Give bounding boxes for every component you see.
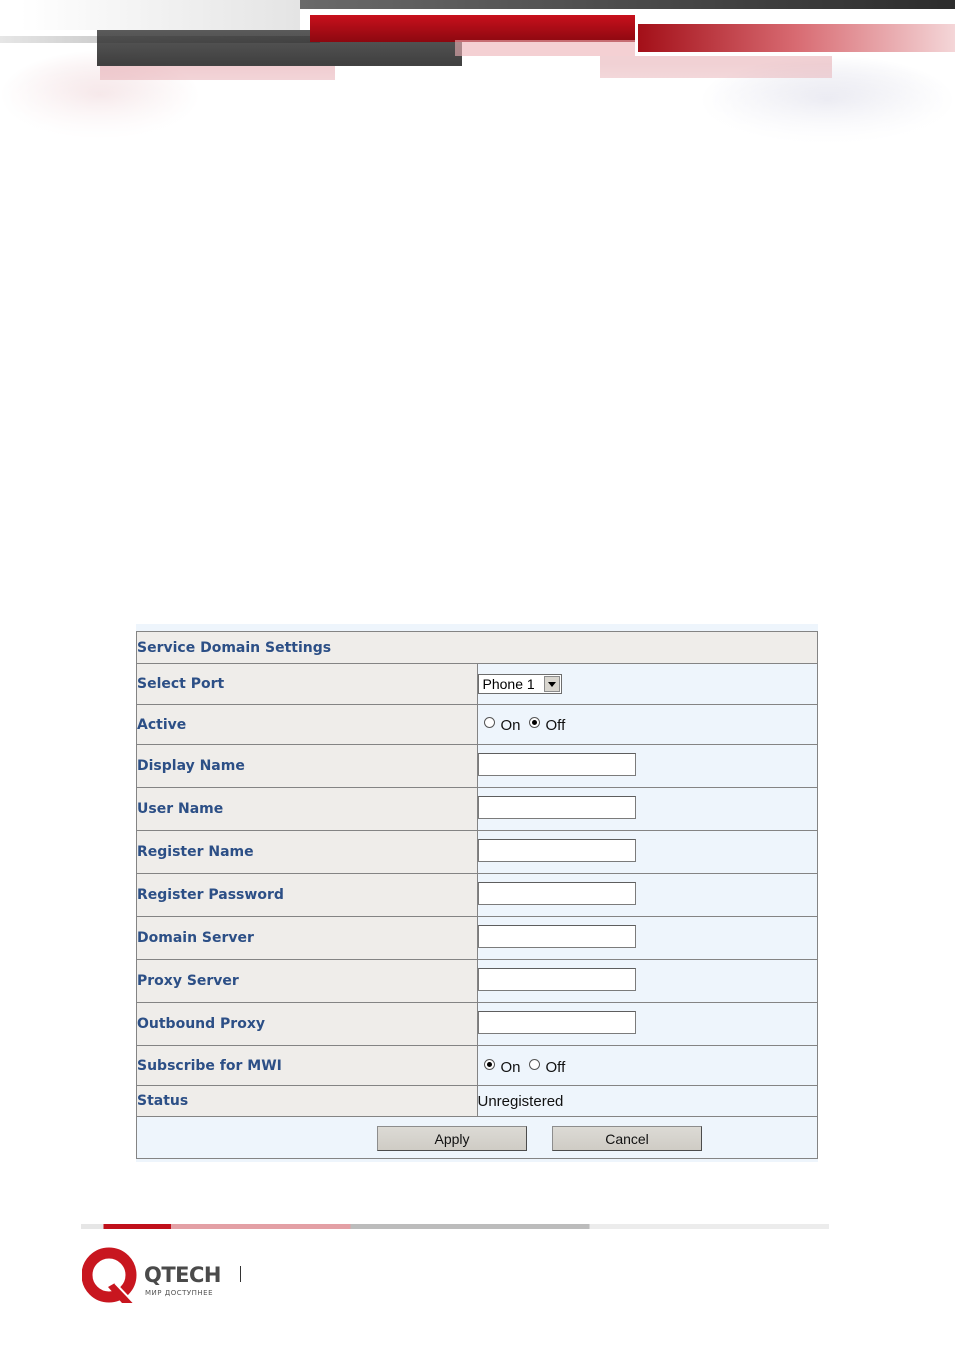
table-row [137, 705, 818, 745]
chevron-down-icon[interactable] [544, 676, 560, 692]
status-value: Unregistered [477, 1092, 564, 1110]
footer-divider [81, 1224, 829, 1229]
subscribe-mwi-label: Subscribe for MWI [137, 1046, 478, 1086]
table-row [137, 960, 818, 1003]
table-row [137, 1003, 818, 1046]
banner-fade [0, 0, 955, 160]
settings-table [136, 631, 818, 1159]
table-row [137, 874, 818, 917]
table-row [137, 831, 818, 874]
subscribe-mwi-on-radio[interactable] [484, 1059, 495, 1070]
apply-button[interactable]: Apply [377, 1126, 527, 1151]
select-port-label: Select Port [137, 664, 478, 705]
logo-tagline: МИР ДОСТУПНЕЕ [145, 1289, 214, 1297]
display-name-label: Display Name [137, 745, 478, 788]
register-name-label: Register Name [137, 831, 478, 874]
active-radio-group [478, 717, 568, 734]
table-row [137, 745, 818, 788]
domain-server-input[interactable] [478, 925, 636, 948]
cancel-button[interactable]: Cancel [552, 1126, 702, 1151]
user-name-input[interactable] [478, 796, 636, 819]
subscribe-mwi-off-label: Off [545, 1059, 566, 1076]
select-port-dropdown[interactable] [478, 674, 562, 694]
subscribe-mwi-radio-group [478, 1059, 568, 1076]
logo-text: QTECH [144, 1263, 222, 1287]
register-password-label: Register Password [137, 874, 478, 917]
footer-separator [240, 1266, 241, 1282]
header-banner [0, 0, 955, 160]
table-row [137, 664, 818, 705]
register-password-input[interactable] [478, 882, 636, 905]
panel-title: Service Domain Settings [137, 632, 818, 664]
display-name-input[interactable] [478, 753, 636, 776]
active-on-radio[interactable] [484, 717, 495, 728]
active-off-radio[interactable] [529, 717, 540, 728]
proxy-server-input[interactable] [478, 968, 636, 991]
outbound-proxy-label: Outbound Proxy [137, 1003, 478, 1046]
domain-server-label: Domain Server [137, 917, 478, 960]
active-label: Active [137, 705, 478, 745]
active-off-label: Off [545, 716, 566, 734]
status-label: Status [137, 1086, 478, 1117]
subscribe-mwi-off-radio[interactable] [529, 1059, 540, 1070]
service-domain-settings-panel [136, 624, 818, 1162]
table-row [137, 1046, 818, 1086]
table-row [137, 1086, 818, 1117]
select-port-value: Phone 1 [482, 676, 535, 692]
panel-header-row [137, 632, 818, 664]
table-row [137, 917, 818, 960]
qtech-logo-icon [82, 1247, 138, 1305]
active-on-label: On [500, 716, 521, 734]
table-row [137, 788, 818, 831]
subscribe-mwi-on-label: On [500, 1059, 521, 1076]
user-name-label: User Name [137, 788, 478, 831]
outbound-proxy-input[interactable] [478, 1011, 636, 1034]
proxy-server-label: Proxy Server [137, 960, 478, 1003]
register-name-input[interactable] [478, 839, 636, 862]
